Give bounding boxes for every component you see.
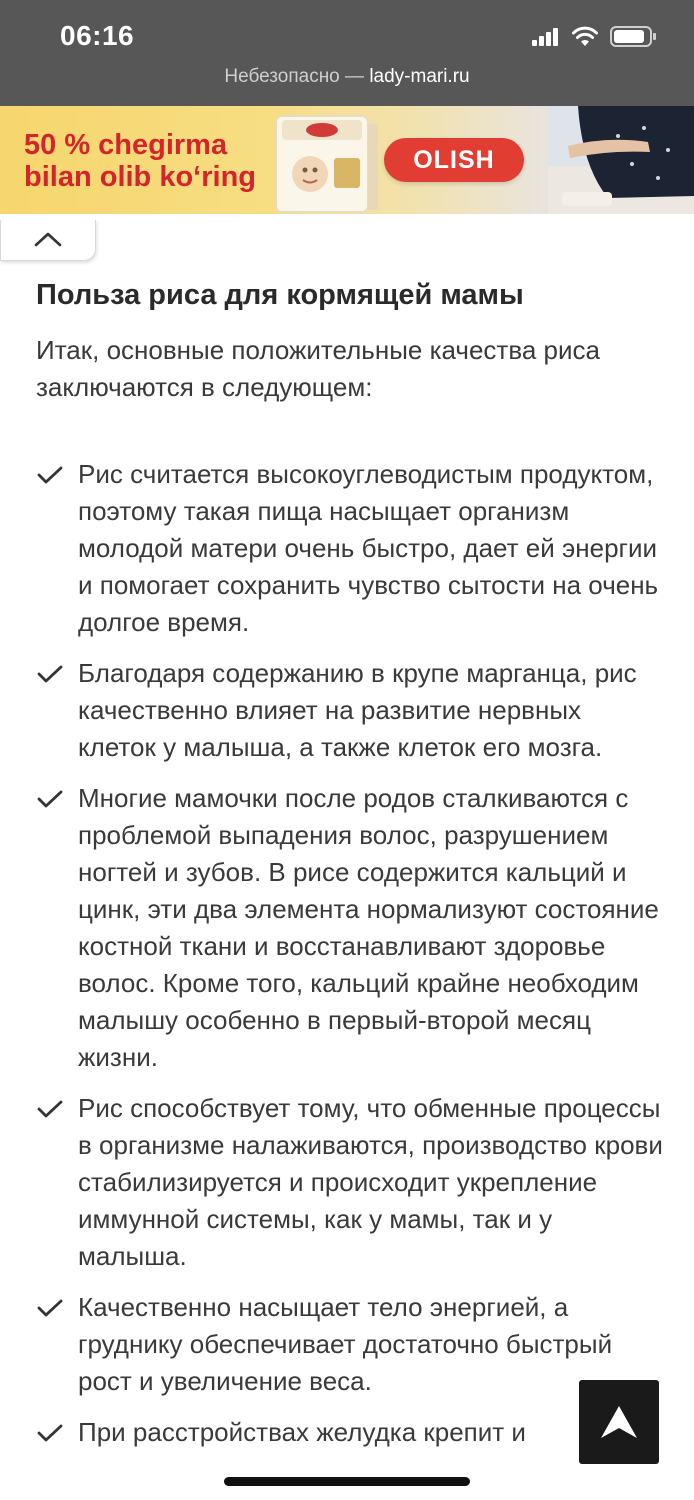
address-bar[interactable] — [0, 66, 694, 88]
signal-bars-icon — [532, 28, 558, 46]
benefits-list — [36, 456, 666, 1465]
checkmark-icon — [36, 1099, 64, 1119]
list-item — [36, 1090, 666, 1275]
checkmark-icon — [36, 1298, 64, 1318]
checkmark-icon — [36, 1423, 64, 1443]
list-item — [36, 780, 666, 1076]
list-item — [36, 456, 666, 641]
list-item-text: Многие мамочки после родов сталкиваются с проблемой выпадения волос, разрушением ногтей и зубов. В рисе содержится кальций и цинк, эти два элемента нормализуют состояние костной ткани и восстанавливают здоровье волос. Кроме того, кальций крайне необходим малышу особенно в первый-второй месяц жизни. — [78, 783, 659, 1072]
chevron-up-icon — [33, 230, 63, 248]
ad-cta-wrapper — [384, 138, 524, 182]
list-item-text: При расстройствах желудка крепит и — [78, 1417, 526, 1447]
list-item-text: Качественно насыщает тело энергией, а груднику обеспечивает достаточно быстрый рост и увеличение веса. — [78, 1292, 613, 1396]
ad-photo — [548, 106, 694, 214]
home-indicator[interactable] — [224, 1477, 470, 1486]
checkmark-icon — [36, 789, 64, 809]
article-heading: Польза риса для кормящей мамы — [36, 279, 524, 311]
ad-headline-line2: bilan olib ko‘ring — [24, 161, 256, 193]
checkmark-icon — [36, 664, 64, 684]
list-item-text: Благодаря содержанию в крупе марганца, рис качественно влияет на развитие нервных клеток у малыша, а также клеток его мозга. — [78, 658, 637, 762]
scroll-to-top-button[interactable] — [579, 1380, 659, 1464]
list-item-text: Рис способствует тому, что обменные процессы в организме налаживаются, производство крови стабилизируется и происходит укрепление иммунной системы, как у мамы, так и у малыша. — [78, 1093, 663, 1271]
ad-headline-line1: 50 % chegirma — [24, 129, 228, 161]
status-icons — [532, 24, 658, 54]
collapse-ad-button[interactable] — [0, 220, 96, 261]
status-time: 06:16 — [60, 20, 135, 51]
site-domain: lady-mari.ru — [369, 66, 470, 87]
browser-top-bar — [0, 0, 694, 106]
list-item-text: Рис считается высокоуглеводистым продуктом, поэтому такая пища насыщает организм молодой матери очень быстро, дает ей энергии и помогает сохранить чувство сытости на очень долгое время. — [78, 459, 659, 637]
list-item — [36, 1289, 666, 1400]
battery-icon — [611, 27, 656, 46]
address-separator: — — [339, 66, 370, 87]
article-intro: Итак, основные положительные качества риса заключаются в следующем: — [36, 335, 600, 402]
list-item — [36, 1414, 666, 1451]
security-label: Небезопасно — [224, 66, 340, 87]
diaper-pack-image — [272, 110, 382, 214]
list-item — [36, 655, 666, 766]
ad-cta-button[interactable]: OLISH — [384, 138, 524, 182]
checkmark-icon — [36, 465, 64, 485]
arrow-up-icon — [599, 1404, 639, 1440]
wifi-icon — [574, 28, 597, 46]
